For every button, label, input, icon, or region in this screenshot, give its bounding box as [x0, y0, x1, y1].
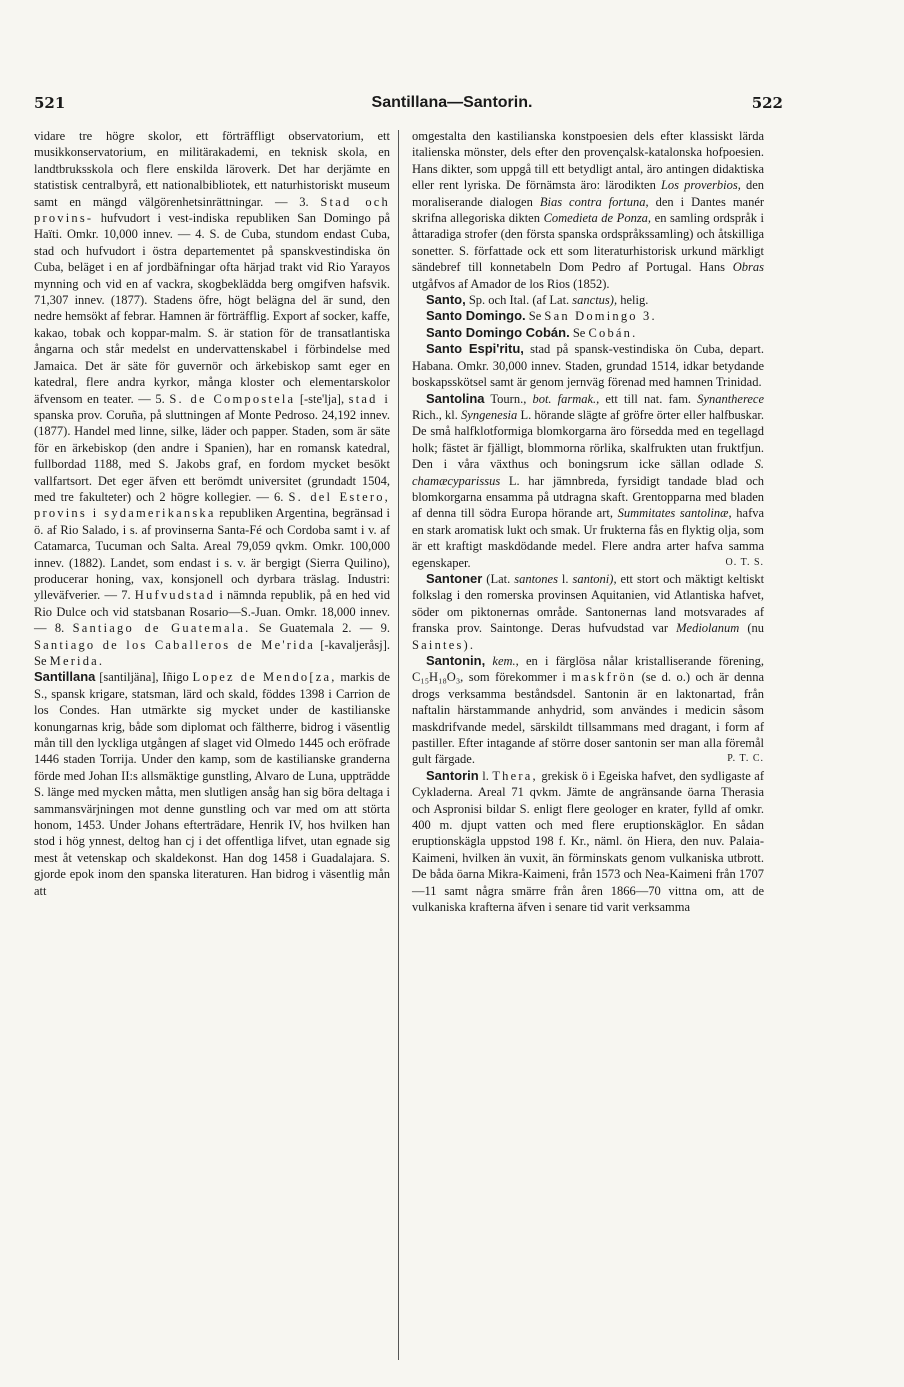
headword: Santonin,: [426, 653, 486, 668]
entry-santillana-continued: omgestalta den kastilianska konstpoesien dels efter klassiskt lärda italienska mönster, dels efter den provençalsk-katalonska hofpoesien. Hans dikter, som uppgå till ett betydligt antal, äro antingen didaktiska eller rent lyriska. De förnämsta äro: lärodikten Los proverbios, den moraliserande dialogen Bias contra fortuna, den i Dantes manér skrifna allegoriska dikten Comedieta de Ponza, en samling ordspråk i åttaradiga strofer (den första spanska ordspråkssamling) och åtskilliga sonetter. S. författade ock ett som literaturhistorisk urkund märkligt sändebref till konnetabeln Dom Pedro af Portugal. Hans Obras utgåfvos af Amador de los Rios (1852).: [412, 129, 765, 291]
headword: Santo,: [426, 292, 466, 308]
headword: Santillana: [34, 669, 96, 685]
entry-santillana: Santillana [santiljäna], Iñigo Lopez de Mendo[za, markis de S., spansk krigare, statsman, lärd och skald, föddes 1398 i Carrion de los Condes. Han utmärkte sig mycket under de kastilianske konungarnas krig, både som diplomat och fältherre, bidrog i väsentlig mån till den lyckliga utgången af slaget vid Olmedo 1445 och eröfrade 1446 staden Torrija. Under den kamp, som de kastilianske granderna förde med Johan II:s allsmäktige gunstling, Alvaro de Luna, uppträdde S. länge med mycken måtta, men slutligen ansåg han sig böra deltaga i sammansvärjningen mot denne gunstling och var med om att störta honom, 1453. Under Johans efterträdare, Henrik IV, hos hvilken han stod i hög ynnest, deltog han cj i det offentliga lifvet, utan egnade sig mest åt vetenskap och skaldekonst. Han dog 1458 i Guadalajara. S. gjorde epok inom den spanska literaturen. Han bidrog i väsentlig mån att: [34, 669, 390, 898]
entry-santoner: Santoner (Lat. santones l. santoni), ett stort och mäktigt keltiskt folkslag i den romerska provinsen Aquitanien, vid Atlantiska hafvet, söder om piktonernas område. Santonernas land motsvarades af franska prov. Saintonge. Deras hufvudstad var Mediolanum (nu Saintes).: [412, 570, 765, 652]
page-header: [0, 94, 904, 118]
entry-santolina: Santolina Tourn., bot. farmak., ett till nat. fam. Synantherece Rich., kl. Syngenesia L. hörande slägte af gröfre örter eller halfbuskar. De små halfklotformiga blomkorgarna äro försedda med en tegellagd holk; fästet är fjälligt, blommorna rörlika, skalfrukten utan fruktfjun. Den i våra växthus och boningsrum icke sällan odlade S. chamæcyparissus L. har jämnbreda, fyrsidigt tandade blad och blomkorgarna ensamma på utdragna skaft. Grentopparna med bladen af denna till södra Europa hörande art, Summitates santolinæ, hafva en stark aromatisk lukt och smak. Ur frukterna fås en flyktig olja, som är ett kraftigt maskdödande medel. Flere andra arter hafva samma egenskaper. O. T. S.: [412, 390, 765, 570]
entry-santonin: Santonin, kem., en i färglösa nålar kristalliserande förening, C₁₅H₁₈O₃, som förekommer i maskfrön (se d. o.) och är denna drogs verksamma beståndsdel. Santonin är en laktonartad, från naftalin härstammande anhydrid, som användes i medicin såsom maskdrifvande medel, särskildt tillsammans med dragant, i form af pastiller. Efter intagande af större doser santonin ser man alla föremål gult färgade. P. T. C.: [412, 653, 765, 767]
entry-santo: Santo, Sp. och Ital. (af Lat. sanctus), helig.: [426, 292, 649, 308]
headword: Santorin: [426, 767, 479, 783]
right-column: [412, 128, 764, 916]
entry-santorin: Santorin l. Thera, grekisk ö i Egeiska hafvet, den sydligaste af Cykladerna. Areal 71 qvkm. Jämte de angränsande öarna Therasia och Aspronisi bildar S. enligt flere geologer en krater, fylld af omkr. 400 m. djupt vatten och med flere eruptionskäglor. En sådan eruptionskägla uppstod 198 f. Kr., näml. ön Hiera, den nuv. Palaia-Kaimeni, hvilken än vuxit, än förminskats genom vulkaniska utbrott. De båda öarna Mikra-Kaimeni, från 1573 och Nea-Kaimeni från 1707—11 samt några smärre från åren 1866—70 vittna om, att de vulkaniska krafterna äfven i senare tid varit verksamma: [412, 767, 765, 915]
left-column: [34, 128, 390, 899]
headword: Santoner: [426, 570, 483, 586]
author-signature: O. T. S.: [725, 556, 764, 568]
author-signature: P. T. C.: [727, 753, 764, 765]
entry-santiago-continued: vidare tre högre skolor, ett förträffligt observatorium, ett musikkonservatorium, en militärakademi, en teknisk skola, en landtbruksskola och flere enskilda läroverk. Det har derjämte en statistisk centralbyrå, ett nationalbibliotek, ett naturhistoriskt museum samt en mängd välgörenhetsinrättningar. — 3. Stad och provins- hufvudort i vest-indiska republiken San Domingo på Haïti. Omkr. 10,000 innev. — 4. S. de Cuba, stundom endast Cuba, stad och hufvudort i östra departementet på spanskvestindiska ön Cuba, beläget i en af jordbäfningar ofta härjad trakt vid Rio Yarayos mynning och vid en af vackra, skogbeklädda berg omgifven hafsvik. 71,307 innev. (1877). Stadens öfre, högt belägna del är sund, den nedre hemsökt af febrar. Hamnen är förträfflig. Export af socker, kaffe, kakao, tobak och koppar-malm. S. är station för de transatlantiska ångarna och står medelst en undervattenskabel i förbindelse med Jamaica. Det är säte för guvernör och ärkebiskop samt eger en katedral, flere andra kyrkor, många kloster och elementarskolor äfvensom en teater. — 5. S. de Compostela [-ste'lja], stad i spanska prov. Coruña, på sluttningen af Monte Pedroso. 24,192 innev. (1877). Handel med linne, silke, läder och papper. Staden, som är säte för en ärkebiskop (den andre i Spanien), har en romansk katedral, fullbordad 1188, med S. Jakobs graf, en fordom mycket besökt vallfartsort. Det eger äfven ett berömdt universitet (grundadt 1504, med tre fakulteter) och 2 högre kollegier. — 6. S. del Estero, provins i sydamerikanska republiken Argentina, begränsad i ö. af Rio Salado, i s. af provinserna Santa-Fé och Cordoba samt i v. af Catamarca, Tucuman och Salta. Areal 79,059 qvkm. Omkr. 100,000 innev. (1882). Landet, som endast i s. v. är bergigt (Sierra Quilino), producerar honing, vax, konsjonell och dyrbara träslag. Industri: ylleväfverier. — 7. Hufvudstad i nämnda republik, på en hed vid Rio Dulce och vid statsbanan Rosario—S.-Juan. Omkr. 18,000 innev. — 8. Santiago de Guatemala. Se Guatemala 2. — 9. Santiago de los Caballeros de Me'rida [-kavaljeråsj]. Se Merida.: [34, 129, 391, 668]
entry-santo-espiritu: Santo Espi'ritu, stad på spansk-vestindiska ön Cuba, depart. Habana. Omkr. 30,000 innev. Staden, grundad 1514, idkar betydande boskapsskötsel samt är genom jernväg förenad med hamnen Trinidad.: [412, 341, 765, 390]
headword: Santo Espi'ritu,: [426, 341, 524, 357]
headword: Santo Domingo.: [426, 308, 526, 324]
headword: Santo Domingo Cobán.: [426, 324, 570, 340]
column-divider: [398, 130, 399, 1360]
entry-santo-domingo-coban: Santo Domingo Cobán. Se Cobán.: [426, 324, 638, 340]
headword: Santolina: [426, 390, 485, 406]
page-number-left: 521: [34, 94, 66, 112]
running-title: Santillana—Santorin.: [371, 94, 533, 111]
entry-santo-domingo: Santo Domingo. Se San Domingo 3.: [426, 308, 657, 324]
page-number-right: 522: [751, 94, 783, 112]
